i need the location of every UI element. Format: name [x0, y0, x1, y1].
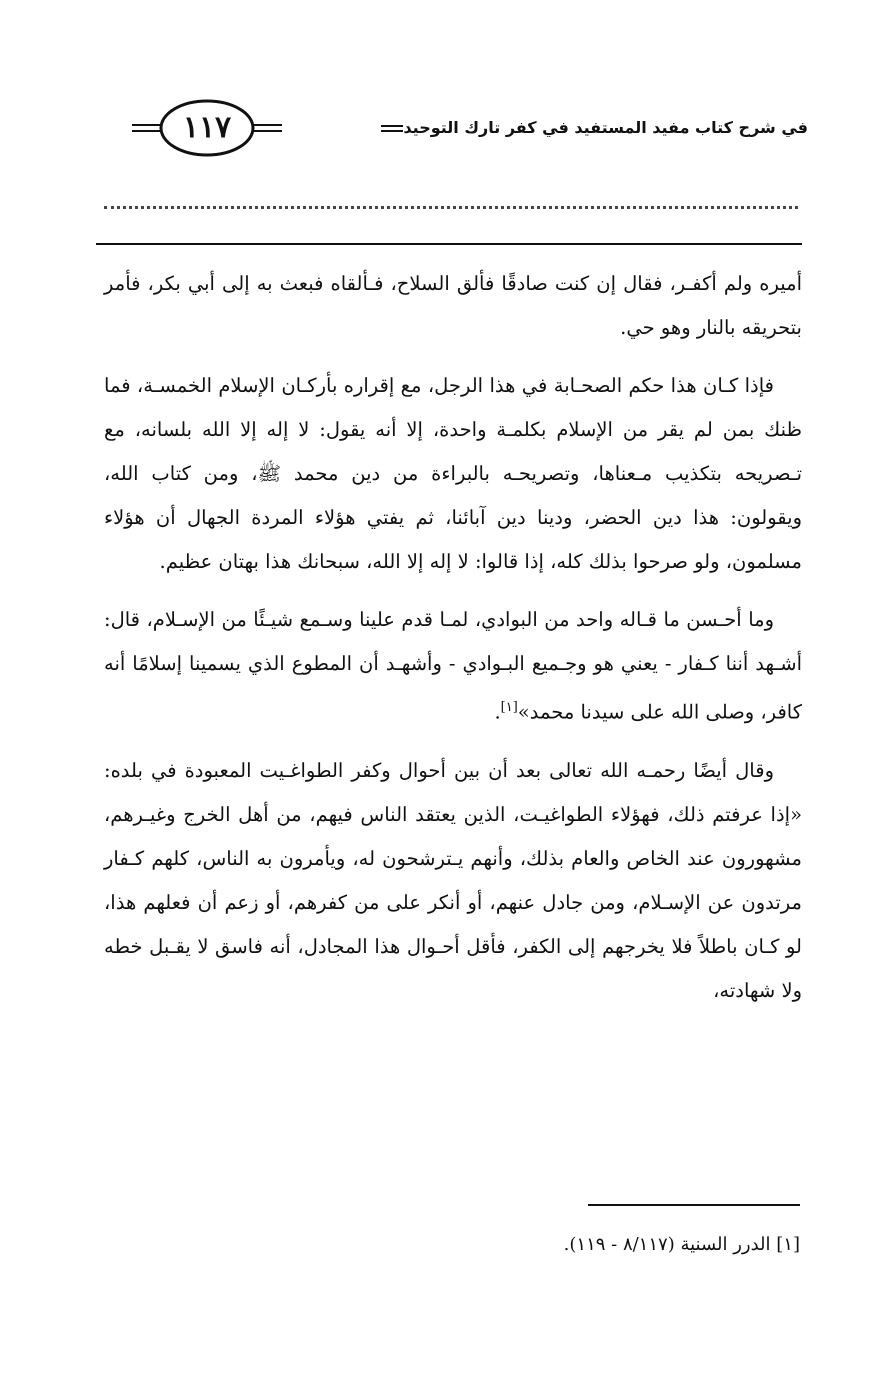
page-header [96, 98, 808, 160]
header-rule [96, 243, 802, 245]
footnote-marker: [١] [500, 700, 518, 715]
running-title [368, 114, 808, 142]
paragraph: وقال أيضًا رحمـه الله تعالى بعد أن بين أحوال وكفر الطواغـيت المعبودة في بلده: «إذا عرفتم ذلك، فهؤلاء الطواغيـت، الذين يعتقد الناس فيهم، من أهل الخرج وغيـرهم، مشهورون عند الخاص والعام بذلك، وأنهم يـترشحون له، ويأمرون به الناس، كلهم كـفار مرتدون عن الإسـلام، ومن جادل عنهم، أو أنكر على من كفرهم، أو زعم أن فعلهم هذا، لو كـان باطلاً فلا يخرجهم إلى الكفر، فأقل أحـوال هذا المجادل، أنه فاسق لا يقـبل خطه ولا شهادته، [104, 758, 802, 1002]
footnote-rule [588, 1204, 800, 1206]
running-title-text: في شرح كتاب مفيد المستفيد في كفر تارك التوحيد [403, 118, 808, 137]
page-number: ١١٧ [182, 110, 232, 145]
footnote: [١] الدرر السنية (٨/١١٧ - ١١٩). [563, 1234, 800, 1255]
dotted-divider [104, 206, 798, 209]
paragraph: أميره ولم أكفـر، فقال إن كنت صادقًا فألق السلاح، فـألقاه فبعث به إلى أبي بكر، فأمر بتحريقه بالنار وهو حي. [104, 272, 802, 339]
paragraph [104, 598, 802, 735]
paragraph-end: . [494, 700, 501, 724]
paragraph-text: وما أحـسن ما قـاله واحد من البوادي، لمـا قدم علينا وسـمع شيـئًا من الإسـلام، قال: أشـهد أننا كـفار - يعني هو وجـميع البـوادي - وأشهـد أن المطوع الذي يسمينا إسلامًا أنه كافر، وصلى الله على سيدنا محمد» [104, 608, 802, 724]
main-text [104, 262, 802, 1027]
page-number-badge [132, 98, 282, 158]
paragraph: فإذا كـان هذا حكم الصحـابة في هذا الرجل، مع إقراره بأركـان الإسلام الخمسـة، فما ظنك بمن لم يقر من الإسلام بكلمـة واحدة، إلا أنه يقول: لا إله إلا الله بلسانه، مع تـصريحه بتكذيب مـعناها، وتصريحـه بالبراءة من دين محمد ﷺ، ومن كتاب الله، ويقولون: هذا دين الحضر، ودينا دين آبائنا، ثم يفتي هؤلاء المردة الجهال أن هؤلاء مسلمون، ولو صرحوا بذلك كله، إذا قالوا: لا إله إلا الله، سبحانك هذا بهتان عظيم. [104, 374, 802, 573]
title-dash-icon [381, 125, 403, 132]
